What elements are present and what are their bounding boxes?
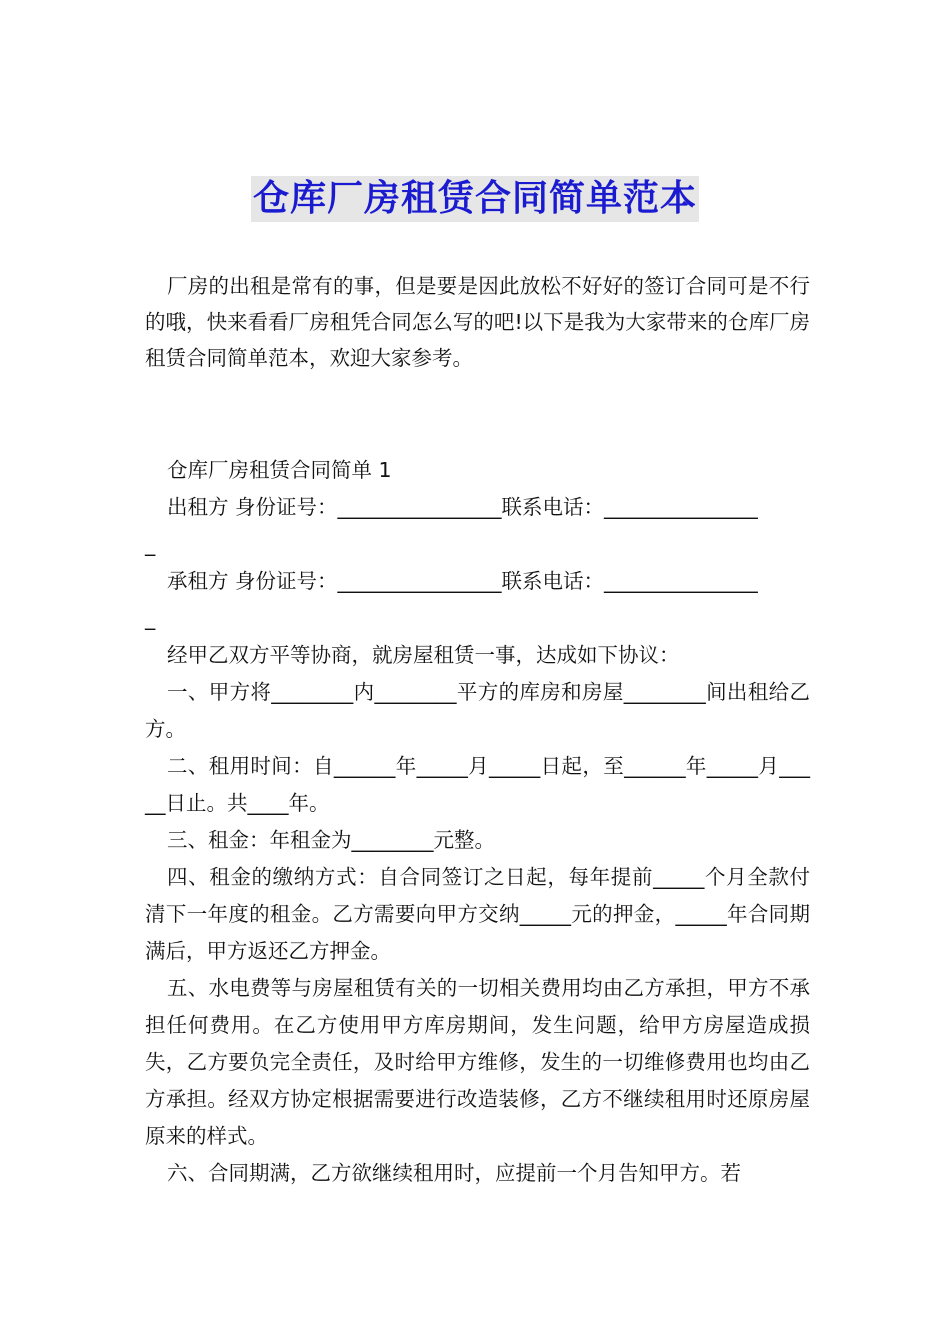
clause-5: 五、水电费等与房屋租赁有关的一切相关费用均由乙方承担，甲方不承担任何费用。在乙方使用甲方库房期间，发生问题，给甲方房屋造成损失，乙方要负完全责任，及时给甲方维修，发生的一切维修费用也均由乙方承担。经双方协定根据需要进行改造装修，乙方不继续租用时还原房屋原来的样式。 xyxy=(145,976,810,1148)
title-container xyxy=(0,176,950,222)
lessee-line: 承租方 身份证号：________________联系电话：_______________ xyxy=(167,569,758,593)
intro-paragraph: 厂房的出租是常有的事，但是要是因此放松不好好的签订合同可是不行的哦，快来看看厂房租凭合同怎么写的吧!以下是我为大家带来的仓库厂房租赁合同简单范本，欢迎大家参考。 xyxy=(145,274,810,370)
section-heading: 仓库厂房租赁合同简单 1 xyxy=(167,458,392,482)
document-title: 仓库厂房租赁合同简单范本 xyxy=(251,176,699,222)
lessee-line-tail: _ xyxy=(145,606,156,630)
clause-3: 三、租金：年租金为________元整。 xyxy=(167,828,495,852)
clause-2: 二、租用时间：自______年_____月_____日起，至______年_____月_____日止。共____年。 xyxy=(145,754,810,815)
agreement-intro: 经甲乙双方平等协商，就房屋租赁一事，达成如下协议： xyxy=(167,643,680,667)
clause-6: 六、合同期满，乙方欲继续租用时，应提前一个月告知甲方。若 xyxy=(167,1161,741,1185)
lessor-line: 出租方 身份证号：________________联系电话：_______________ xyxy=(167,495,758,519)
clause-1: 一、甲方将________内________平方的库房和房屋________间出租给乙方。 xyxy=(145,680,810,741)
lessor-line-tail: _ xyxy=(145,532,156,556)
clause-4: 四、租金的缴纳方式：自合同签订之日起，每年提前_____个月全款付清下一年度的租金。乙方需要向甲方交纳_____元的押金，_____年合同期满后，甲方返还乙方押金。 xyxy=(145,865,810,963)
